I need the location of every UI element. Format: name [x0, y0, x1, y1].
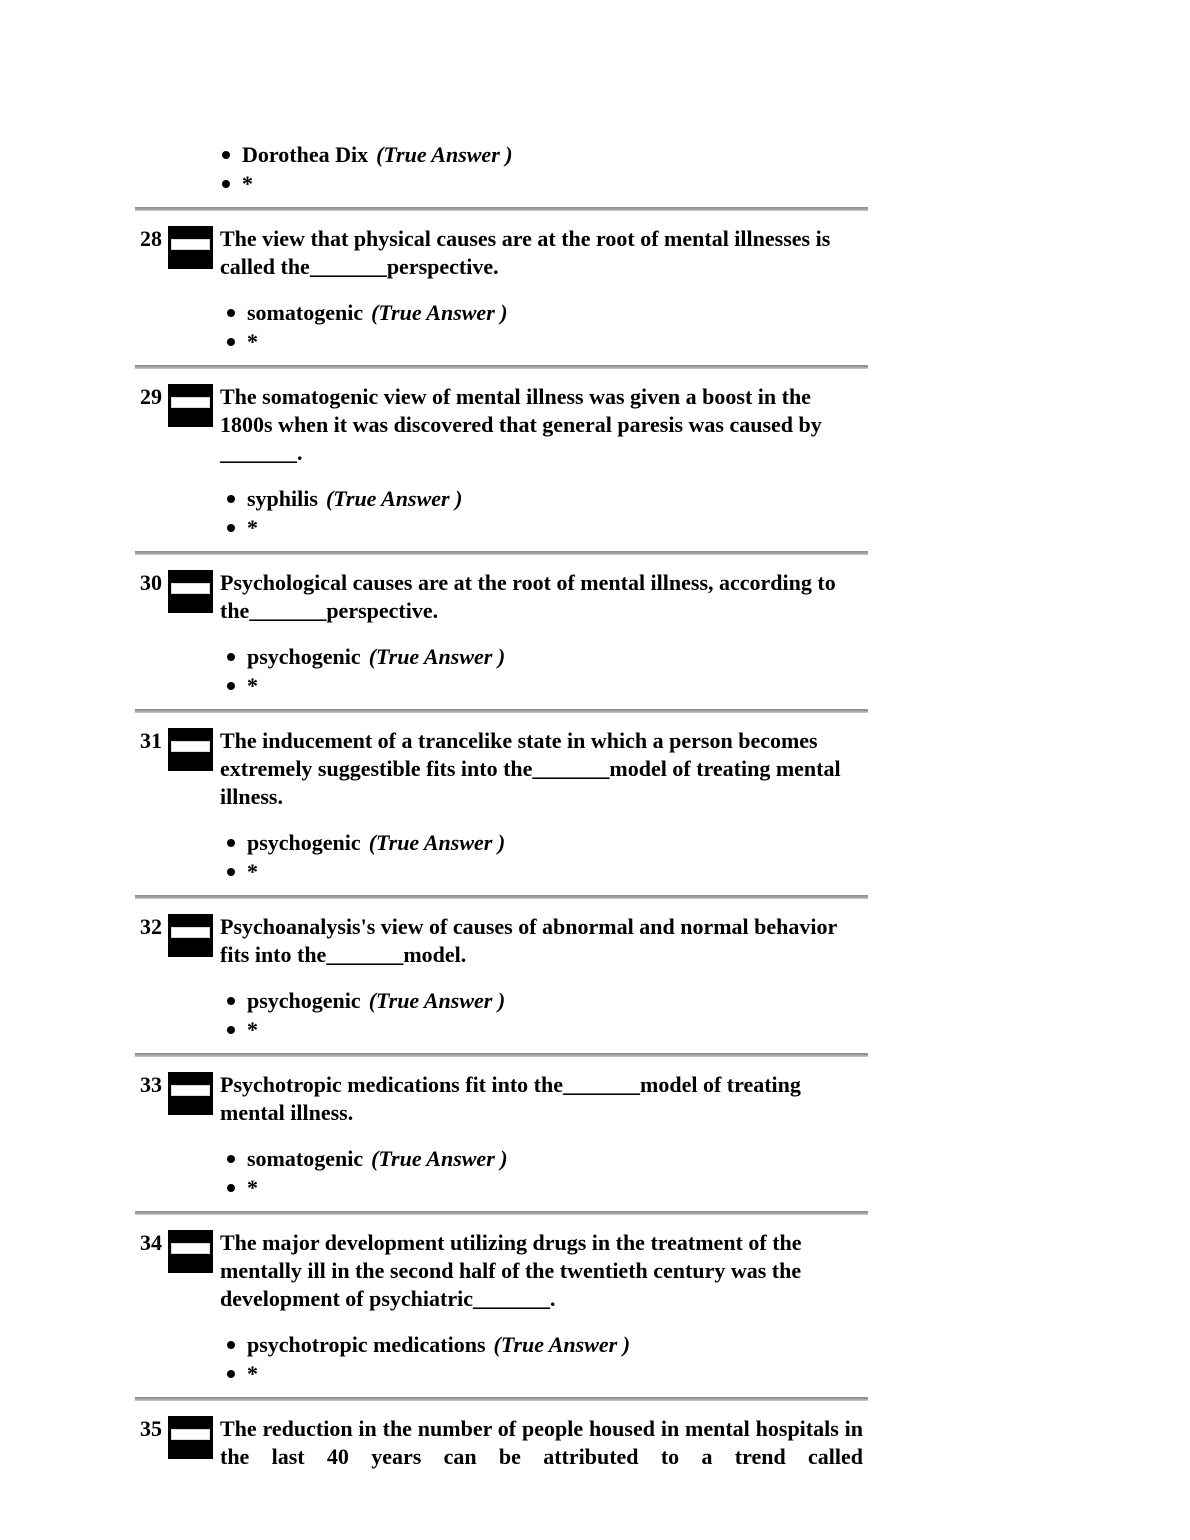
minus-bar — [171, 927, 210, 938]
document-page — [135, 140, 868, 1488]
question-block — [135, 1053, 868, 1202]
bullet-icon — [227, 839, 235, 847]
answer-list — [227, 1144, 868, 1202]
section-divider — [135, 1211, 868, 1215]
question-number: 34 — [140, 1230, 162, 1255]
answer-text: * — [247, 859, 258, 884]
answer-list — [227, 986, 868, 1044]
answer-text: psychogenic — [247, 830, 361, 855]
bullet-icon — [227, 338, 235, 346]
minus-bar — [171, 1085, 210, 1096]
section-divider — [135, 551, 868, 555]
bullet-icon — [227, 1341, 235, 1349]
question-block — [135, 1397, 868, 1471]
answer-text: Dorothea Dix — [242, 142, 369, 167]
question-block — [135, 895, 868, 1044]
question-block — [135, 365, 868, 542]
minus-box-icon — [168, 226, 213, 269]
minus-box-icon — [168, 384, 213, 427]
answer-text: * — [247, 673, 258, 698]
previous-question-answer-list — [222, 140, 868, 198]
bullet-icon — [227, 997, 235, 1005]
answer-item — [227, 484, 868, 513]
answer-item — [227, 828, 868, 857]
answer-list — [227, 484, 868, 542]
answer-item — [227, 986, 868, 1015]
minus-box-icon — [168, 1072, 213, 1115]
answer-item — [222, 169, 868, 198]
question-number: 35 — [140, 1416, 162, 1441]
answer-text: * — [242, 171, 253, 196]
true-answer-annotation: (True Answer ) — [493, 1332, 631, 1357]
section-divider — [135, 709, 868, 713]
answer-text: * — [247, 1175, 258, 1200]
answer-text: * — [247, 1017, 258, 1042]
answer-text: somatogenic — [247, 1146, 364, 1171]
answer-item — [227, 1359, 868, 1388]
answer-text: psychotropic medications — [247, 1332, 486, 1357]
bullet-icon — [227, 495, 235, 503]
question-text: The inducement of a trancelike state in which a person becomes extremely suggestible fits into the_______model of treating mental illness. — [220, 728, 841, 809]
true-answer-annotation: (True Answer ) — [325, 486, 463, 511]
answer-item — [227, 298, 868, 327]
answer-text: somatogenic — [247, 300, 364, 325]
minus-box-icon — [168, 914, 213, 957]
section-divider — [135, 1053, 868, 1057]
answer-text: psychogenic — [247, 988, 361, 1013]
bullet-icon — [227, 1026, 235, 1034]
question-number: 30 — [140, 570, 162, 595]
answer-text: syphilis — [247, 486, 318, 511]
section-divider — [135, 365, 868, 369]
true-answer-annotation: (True Answer ) — [371, 300, 508, 325]
answer-item — [227, 857, 868, 886]
true-answer-annotation: (True Answer ) — [368, 644, 506, 669]
true-answer-annotation: (True Answer ) — [368, 830, 506, 855]
bullet-icon — [227, 868, 235, 876]
answer-item — [227, 642, 868, 671]
answer-item — [227, 671, 868, 700]
answer-text: * — [247, 1361, 258, 1386]
section-divider — [135, 895, 868, 899]
question-number: 32 — [140, 914, 162, 939]
minus-box-icon — [168, 728, 213, 771]
answer-item — [227, 513, 868, 542]
minus-box-icon — [168, 1230, 213, 1273]
question-number: 31 — [140, 728, 162, 753]
question-text: The major development utilizing drugs in the treatment of the mentally ill in the second half of the twentieth century was the development of psychiatric_______. — [220, 1230, 802, 1311]
true-answer-annotation: (True Answer ) — [368, 988, 506, 1013]
minus-box-icon — [168, 570, 213, 613]
question-list — [135, 207, 868, 1471]
bullet-icon — [222, 180, 230, 188]
answer-item — [222, 140, 868, 169]
minus-box-icon — [168, 1416, 213, 1459]
true-answer-annotation: (True Answer ) — [371, 1146, 508, 1171]
answer-text: * — [247, 515, 258, 540]
question-number: 28 — [140, 226, 162, 251]
answer-list — [227, 828, 868, 886]
minus-bar — [171, 239, 210, 250]
answer-list — [227, 642, 868, 700]
answer-text: * — [247, 329, 258, 354]
answer-item — [227, 327, 868, 356]
question-text: Psychotropic medications fit into the_______model of treating mental illness. — [220, 1072, 801, 1125]
question-text: Psychoanalysis's view of causes of abnormal and normal behavior fits into the_______model. — [220, 914, 837, 967]
bullet-icon — [227, 1155, 235, 1163]
true-answer-annotation: (True Answer ) — [376, 142, 513, 167]
question-block — [135, 207, 868, 356]
bullet-icon — [227, 653, 235, 661]
bullet-icon — [222, 151, 230, 159]
question-number: 33 — [140, 1072, 162, 1097]
minus-bar — [171, 741, 210, 752]
bullet-icon — [227, 1184, 235, 1192]
minus-bar — [171, 583, 210, 594]
minus-bar — [171, 1429, 210, 1440]
bullet-icon — [227, 1370, 235, 1378]
bullet-icon — [227, 309, 235, 317]
minus-bar — [171, 397, 210, 408]
question-text: The view that physical causes are at the root of mental illnesses is called the_______perspective. — [220, 226, 831, 279]
question-number: 29 — [140, 384, 162, 409]
question-block — [135, 551, 868, 700]
question-text: The somatogenic view of mental illness was given a boost in the 1800s when it was discovered that general paresis was caused by _______. — [220, 384, 822, 465]
answer-list — [227, 298, 868, 356]
question-text: Psychological causes are at the root of mental illness, according to the_______perspective. — [220, 570, 836, 623]
answer-item — [227, 1173, 868, 1202]
section-divider — [135, 207, 868, 211]
answer-item — [227, 1015, 868, 1044]
answer-item — [227, 1330, 868, 1359]
question-block — [135, 709, 868, 886]
answer-text: psychogenic — [247, 644, 361, 669]
bullet-icon — [227, 682, 235, 690]
answer-list — [227, 1330, 868, 1388]
question-text: The reduction in the number of people housed in mental hospitals in the last 40 years can be attributed to a trend called — [220, 1416, 863, 1469]
question-block — [135, 1211, 868, 1388]
section-divider — [135, 1397, 868, 1401]
answer-item — [227, 1144, 868, 1173]
bullet-icon — [227, 524, 235, 532]
minus-bar — [171, 1243, 210, 1254]
